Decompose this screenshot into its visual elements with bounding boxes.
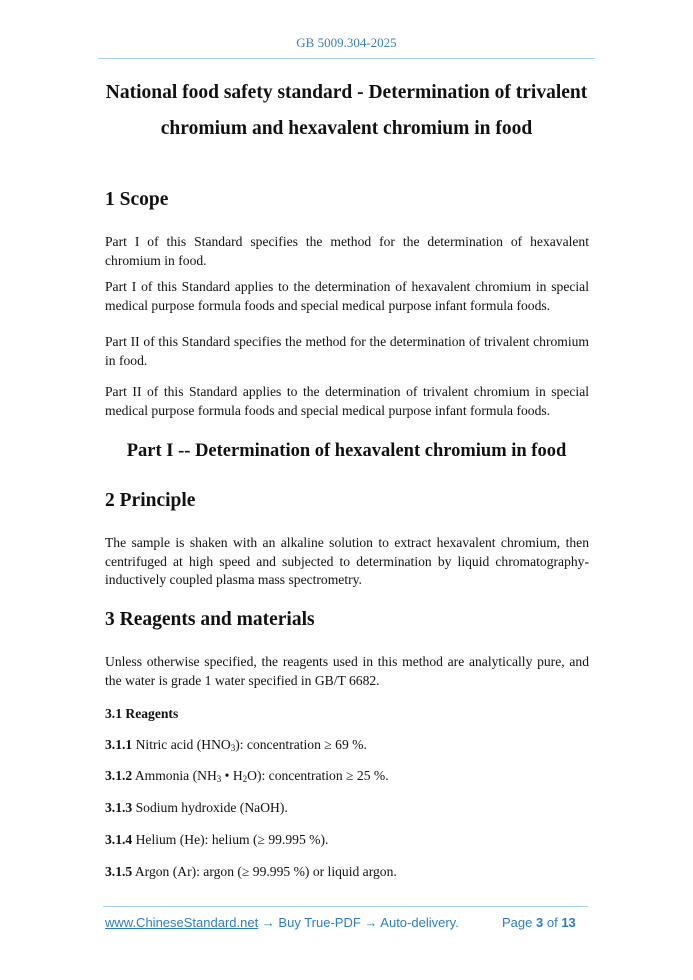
- item-text: Sodium hydroxide (NaOH).: [135, 800, 288, 815]
- reagent-item: [105, 799, 589, 818]
- page-indicator: [502, 915, 576, 930]
- reagents-paragraph: Unless otherwise specified, the reagents used in this method are analytically pure, and the water is grade 1 water specified in GB/T 6682.: [105, 654, 589, 688]
- item-text: Helium (He): helium (≥ 99.995 %).: [135, 832, 329, 847]
- item-number: 3.1.2: [105, 768, 133, 783]
- item-text: Argon (Ar): argon (≥ 99.995 %) or liquid argon.: [134, 864, 397, 879]
- item-text: • H: [221, 768, 243, 783]
- item-text: Ammonia (NH: [134, 768, 217, 783]
- page-number: 3: [536, 915, 544, 930]
- item-text: O): concentration ≥ 25 %.: [247, 768, 389, 783]
- header-divider: [98, 58, 595, 59]
- subsection-heading-reagents: 3.1 Reagents: [105, 706, 179, 721]
- item-number: 3.1.4: [105, 832, 133, 847]
- section-heading-scope: 1 Scope: [105, 189, 169, 210]
- item-text: Nitric acid (HNO: [135, 737, 231, 752]
- website-link[interactable]: www.ChineseStandard.net: [105, 915, 259, 930]
- section-heading-reagents: 3 Reagents and materials: [105, 609, 315, 630]
- scope-paragraph: Part I of this Standard specifies the method for the determination of hexavalent chromium in food.: [105, 234, 589, 268]
- page-label: Page: [502, 915, 533, 930]
- footer-promo: [105, 915, 459, 930]
- scope-paragraph: Part II of this Standard applies to the determination of trivalent chromium in special medical purpose formula foods and special medical purpose infant formula foods.: [105, 384, 589, 418]
- footer-promo-text: → Buy True-PDF → Auto-delivery.: [258, 915, 459, 930]
- of-label: of: [546, 915, 558, 930]
- item-number: 3.1.3: [105, 800, 133, 815]
- item-number: 3.1.1: [105, 737, 133, 752]
- part-heading: Part I -- Determination of hexavalent chromium in food: [126, 441, 567, 461]
- reagent-item: [105, 863, 589, 882]
- reagent-item: [105, 736, 589, 758]
- page-total: 13: [561, 915, 576, 930]
- subscript: 3: [216, 774, 222, 784]
- subscript: 3: [230, 743, 236, 753]
- reagent-item: [105, 767, 589, 789]
- title-line-2: chromium and hexavalent chromium in food: [160, 118, 533, 139]
- header-doc-code: GB 5009.304-2025: [296, 35, 397, 50]
- subscript: 2: [242, 774, 248, 784]
- title-line-1: National food safety standard - Determination of trivalent: [105, 82, 588, 103]
- reagent-item: [105, 831, 589, 850]
- item-text: ): concentration ≥ 69 %.: [235, 737, 367, 752]
- item-number: 3.1.5: [105, 864, 133, 879]
- section-heading-principle: 2 Principle: [105, 490, 196, 511]
- footer-divider: [103, 906, 588, 907]
- scope-paragraph: Part II of this Standard specifies the method for the determination of trivalent chromium in food.: [105, 334, 589, 368]
- scope-paragraph: Part I of this Standard applies to the determination of hexavalent chromium in special medical purpose formula foods and special medical purpose infant formula foods.: [105, 279, 589, 313]
- principle-paragraph: The sample is shaken with an alkaline solution to extract hexavalent chromium, then centrifuged at high speed and subjected to determination by liquid chromatography-inductively coupled plasma mass spectrometry.: [105, 535, 589, 587]
